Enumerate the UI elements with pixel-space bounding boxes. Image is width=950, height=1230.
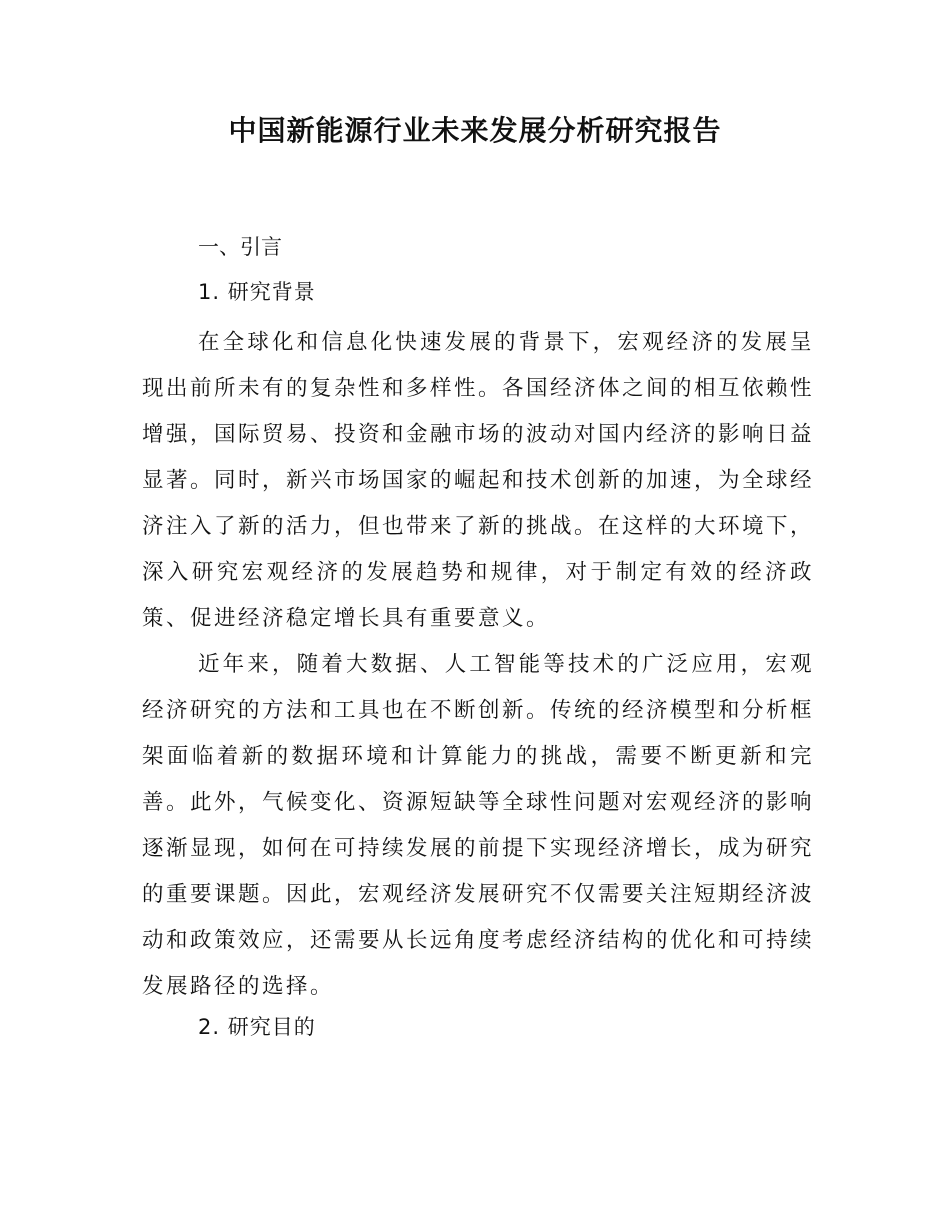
document-title: 中国新能源行业未来发展分析研究报告 [228, 114, 722, 147]
paragraph-background-1: 在全球化和信息化快速发展的背景下，宏观经济的发展呈现出前所未有的复杂性和多样性。各国经济体之间的相互依赖性增强，国际贸易、投资和金融市场的波动对国内经济的影响日益显著。同时，新兴市场国家的崛起和技术创新的加速，为全球经济注入了新的活力，但也带来了新的挑战。在这样的大环境下，深入研究宏观经济的发展趋势和规律，对于制定有效的经济政策、促进经济稳定增长具有重要意义。 [142, 330, 815, 631]
paragraph-background-2: 近年来，随着大数据、人工智能等技术的广泛应用，宏观经济研究的方法和工具也在不断创新。传统的经济模型和分析框架面临着新的数据环境和计算能力的挑战，需要不断更新和完善。此外，气候变化、资源短缺等全球性问题对宏观经济的影响逐渐显现，如何在可持续发展的前提下实现经济增长，成为研究的重要课题。因此，宏观经济发展研究不仅需要关注短期经济波动和政策效应，还需要从长远角度考虑经济结构的优化和可持续发展路径的选择。 [142, 652, 815, 999]
section-heading-introduction: 一、引言 [198, 235, 282, 259]
subsection-heading-background: 1. 研究背景 [198, 280, 316, 304]
subsection-heading-purpose: 2. 研究目的 [198, 1015, 316, 1039]
